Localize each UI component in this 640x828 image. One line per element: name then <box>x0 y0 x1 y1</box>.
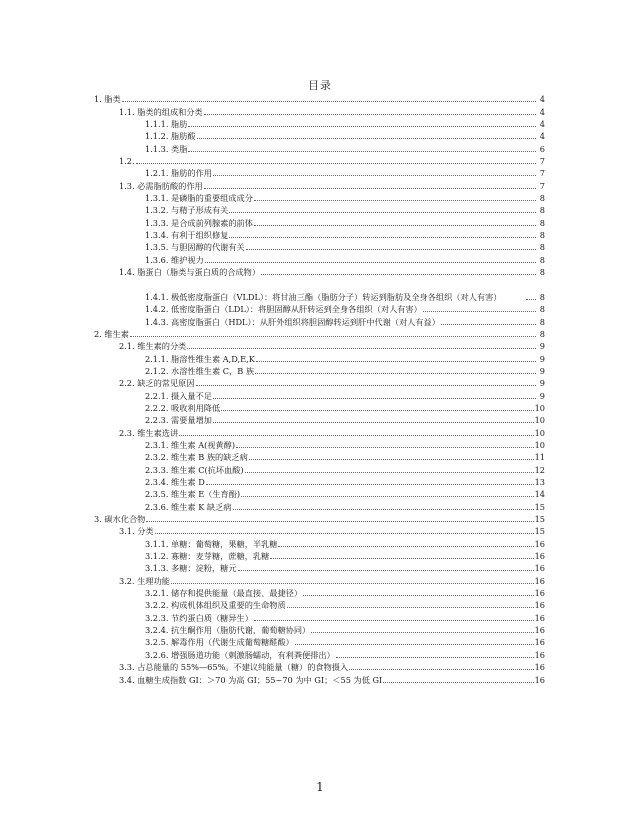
toc-entry-page: 16 <box>534 588 545 599</box>
toc-entry-text: 2.2. 缺乏的常见原因 <box>119 378 195 389</box>
toc-entry-page: 9 <box>539 365 545 376</box>
toc-entry-text: 3.4. 血糖生成指数 GI：＞70 为高 GI；55~70 为中 GI；＜55 为低 GI <box>119 674 383 685</box>
toc-entry-page: 8 <box>539 254 545 265</box>
leader-dots <box>204 113 536 115</box>
toc-entry-page: 8 <box>539 328 545 339</box>
toc-entry-page: 10 <box>534 402 545 413</box>
toc-entry-page: 16 <box>534 575 545 586</box>
leader-dots <box>236 446 534 448</box>
leader-dots <box>171 582 534 584</box>
leader-dots <box>229 211 536 213</box>
toc-entry-text: 1.4. 脂蛋白（脂类与蛋白质的合成物） <box>119 267 261 278</box>
toc-entry-text: 3.2. 生理功能 <box>119 575 170 586</box>
toc-entry-text: 3.2.3. 节约蛋白质（糖异生） <box>145 612 253 623</box>
toc-entry-page: 16 <box>534 551 545 562</box>
toc-entry-page: 15 <box>534 501 545 512</box>
toc-entry[interactable] <box>0 92 640 104</box>
toc-entry[interactable] <box>0 178 640 190</box>
toc-entry-page: 6 <box>539 143 545 154</box>
toc-entry-text: 1.4.3. 高密度脂蛋白（HDL）：从肝外组织将胆固醇转运到肝中代谢（对人有益） <box>145 316 440 327</box>
toc-entry-text: 3.2.1. 储存和提供能量（最直接、最捷径） <box>145 588 303 599</box>
toc-entry[interactable] <box>0 598 640 610</box>
toc-entry-text: 1.1.3. 类脂 <box>145 143 188 154</box>
toc-entry-page: 16 <box>534 600 545 611</box>
toc-entry-text: 2.2.2. 吸收利用降低 <box>145 402 221 413</box>
leader-dots <box>122 100 536 102</box>
toc-entry[interactable] <box>0 104 640 116</box>
leader-dots <box>270 557 533 559</box>
leader-dots <box>261 273 536 275</box>
leader-dots <box>245 471 534 473</box>
leader-dots <box>336 656 534 658</box>
toc-entry-text: 3.1.2. 寡糖：麦芽糖，蔗糖，乳糖 <box>145 551 270 562</box>
toc-entry-page: 16 <box>534 649 545 660</box>
toc-entry-page: 8 <box>539 242 545 253</box>
toc-entry-page: 8 <box>539 267 545 278</box>
toc-entry-page: 16 <box>534 674 545 685</box>
toc-entry-page: 8 <box>539 217 545 228</box>
toc-entry-page: 8 <box>539 316 545 327</box>
toc-entry-page: 7 <box>539 168 545 179</box>
toc-entry-page: 12 <box>534 464 545 475</box>
toc-entry-page: 14 <box>534 489 545 500</box>
toc-entry-text: 2.2.1. 摄入量不足 <box>145 390 212 401</box>
toc-entry-text: 3.1.1. 单糖：葡萄糖，果糖，半乳糖 <box>145 538 278 549</box>
leader-dots <box>349 668 533 670</box>
toc-entry[interactable] <box>0 240 640 252</box>
toc-entry-page: 9 <box>539 341 545 352</box>
leader-dots <box>136 162 536 164</box>
leader-dots <box>278 545 533 547</box>
leader-dots <box>287 606 534 608</box>
leader-dots <box>441 323 536 325</box>
toc-entry-page: 8 <box>539 291 545 302</box>
leader-dots <box>256 360 536 362</box>
leader-dots <box>423 310 536 312</box>
leader-dots <box>229 236 536 238</box>
toc-entry-text: 1. 脂类 <box>94 94 121 105</box>
toc-entry-text: 2.1.2. 水溶性维生素 C，B 族 <box>145 365 255 376</box>
toc-entry-page: 8 <box>539 230 545 241</box>
toc-entry-page: 16 <box>534 612 545 623</box>
leader-dots <box>233 508 534 510</box>
toc-entry-text: 1.1.1. 脂肪 <box>145 119 188 130</box>
toc-entry-page: 9 <box>539 378 545 389</box>
toc-entry-page: 9 <box>539 353 545 364</box>
toc-entry-text: 1.1.2. 脂肪酸 <box>145 131 196 142</box>
toc-entry-text: 3.2.2. 构成机体组织及重要的生命物质 <box>145 600 286 611</box>
toc-entry-page: 16 <box>534 662 545 673</box>
toc-entry-text: 1.3.4. 有利于组织修复 <box>145 230 229 241</box>
table-of-contents <box>0 92 640 685</box>
leader-dots <box>188 150 536 152</box>
toc-entry[interactable] <box>0 623 640 635</box>
toc-entry[interactable] <box>0 215 640 227</box>
toc-entry[interactable] <box>0 376 640 388</box>
toc-entry[interactable] <box>0 203 640 215</box>
leader-dots <box>179 434 533 436</box>
leader-dots <box>213 421 534 423</box>
toc-entry-text: 1.3. 必需脂肪酸的作用 <box>119 180 203 191</box>
toc-entry[interactable] <box>0 351 640 363</box>
toc-entry[interactable] <box>0 672 640 684</box>
leader-dots <box>187 347 536 349</box>
toc-entry-text: 1.3.5. 与胆固醇的代谢有关 <box>145 242 245 253</box>
toc-entry[interactable] <box>0 277 640 302</box>
leader-dots <box>241 495 533 497</box>
toc-entry[interactable] <box>0 265 640 277</box>
toc-entry-text: 1.1. 脂类的组成和分类 <box>119 106 203 117</box>
toc-entry-page: 8 <box>539 193 545 204</box>
leader-dots <box>238 569 534 571</box>
toc-entry[interactable] <box>0 475 640 487</box>
leader-dots <box>255 372 536 374</box>
leader-dots <box>383 681 533 683</box>
page-number: 1 <box>316 780 324 794</box>
toc-entry-text: 3. 碳水化合物 <box>94 514 146 525</box>
toc-entry-text: 2.3.3. 维生素 C(抗坏血酸) <box>145 464 244 475</box>
toc-entry[interactable] <box>0 499 640 511</box>
toc-entry-text: 2.3.1. 维生素 A(视黄醇) <box>145 439 236 450</box>
toc-entry[interactable] <box>0 635 640 647</box>
toc-entry[interactable] <box>0 610 640 622</box>
toc-entry[interactable] <box>0 191 640 203</box>
toc-entry-text: 2.3. 维生素选讲 <box>119 427 179 438</box>
toc-entry-text: 1.4.2. 低密度脂蛋白（LDL）：将胆固醇从肝转运到全身各组织（对人有害） <box>145 304 422 315</box>
toc-entry-page: 10 <box>534 439 545 450</box>
leader-dots <box>146 520 533 522</box>
toc-entry-page: 13 <box>534 477 545 487</box>
toc-entry[interactable] <box>0 536 640 548</box>
toc-entry[interactable] <box>0 660 640 672</box>
toc-entry-page: 16 <box>534 563 545 574</box>
leader-dots <box>295 643 534 645</box>
toc-entry[interactable] <box>0 401 640 413</box>
toc-entry-page: 10 <box>534 427 545 438</box>
toc-entry[interactable] <box>0 450 640 462</box>
toc-entry[interactable] <box>0 573 640 585</box>
leader-dots <box>303 594 534 596</box>
leader-dots <box>221 409 533 411</box>
toc-entry-text: 2.3.5. 维生素 E（生育酚) <box>145 489 241 500</box>
toc-entry-page: 4 <box>539 106 545 117</box>
leader-dots <box>526 298 536 300</box>
toc-entry-page: 16 <box>534 637 545 648</box>
toc-entry-page: 4 <box>539 131 545 142</box>
toc-entry[interactable] <box>0 487 640 499</box>
toc-entry-page: 4 <box>539 94 545 105</box>
toc-entry[interactable] <box>0 302 640 314</box>
toc-entry-text: 3.1.3. 多糖：淀粉，糖元 <box>145 563 237 574</box>
toc-entry-text: 2.3.6. 维生素 K 缺乏病 <box>145 501 232 512</box>
toc-entry[interactable] <box>0 647 640 659</box>
toc-entry-page: 15 <box>534 514 545 525</box>
toc-entry-text: 3.2.5. 解毒作用（代谢生成葡萄糖醛酸） <box>145 637 294 648</box>
leader-dots <box>197 137 536 139</box>
toc-entry[interactable] <box>0 327 640 339</box>
leader-dots <box>130 335 536 337</box>
toc-entry[interactable] <box>0 166 640 178</box>
leader-dots <box>155 532 534 534</box>
toc-entry[interactable] <box>0 586 640 598</box>
leader-dots <box>204 187 536 189</box>
leader-dots <box>254 619 534 621</box>
toc-entry[interactable] <box>0 129 640 141</box>
toc-entry-text: 1.3.6. 维护视力 <box>145 254 204 265</box>
leader-dots <box>246 248 536 250</box>
toc-entry-text: 3.2.4. 抗生酮作用（脂肪代谢，葡萄糖协同） <box>145 625 311 636</box>
toc-entry-text: 2.1. 维生素的分类 <box>119 341 187 352</box>
toc-entry-text: 1.3.2. 与精子形成有关 <box>145 205 229 216</box>
leader-dots <box>254 224 536 226</box>
toc-entry-text: 2.2.3. 需要量增加 <box>145 415 212 426</box>
toc-entry-page: 4 <box>539 119 545 130</box>
toc-entry-page: 7 <box>539 180 545 191</box>
toc-entry[interactable] <box>0 228 640 240</box>
toc-entry[interactable] <box>0 117 640 129</box>
toc-entry-text: 1.3.1. 是磷脂的重要组成成分 <box>145 193 253 204</box>
toc-entry-text: 1.4.1. 极低密度脂蛋白（VLDL）：将甘油三酯（脂肪分子）转运到脂肪及全身各组织（对人有害） <box>145 291 502 302</box>
leader-dots <box>188 125 536 127</box>
toc-entry-text: 3.3. 占总能量的 55%—65%。不建议纯能量（糖）的食物摄入 <box>119 662 349 673</box>
toc-entry-text: 3.2.6. 增强肠道功能（刺激肠蠕动，有利粪便排出） <box>145 649 335 660</box>
leader-dots <box>249 458 534 460</box>
leader-dots <box>205 261 536 263</box>
toc-entry[interactable] <box>0 438 640 450</box>
toc-entry-text: 1.2.1. 脂肪的作用 <box>145 168 212 179</box>
toc-entry-page: 16 <box>534 625 545 636</box>
leader-dots <box>196 384 536 386</box>
leader-dots <box>311 631 533 633</box>
toc-entry[interactable] <box>0 462 640 474</box>
leader-dots <box>213 174 536 176</box>
leader-dots <box>213 397 536 399</box>
toc-entry[interactable] <box>0 141 640 153</box>
toc-title: 目录 <box>308 79 332 92</box>
toc-entry[interactable] <box>0 413 640 425</box>
toc-entry-page: 9 <box>539 390 545 401</box>
toc-entry-text: 1.2. <box>119 156 135 167</box>
leader-dots <box>254 199 536 201</box>
toc-entry-page: 11 <box>534 452 545 463</box>
toc-entry[interactable] <box>0 425 640 437</box>
toc-entry-page: 8 <box>539 205 545 216</box>
toc-entry-text: 2.1.1. 脂溶性维生素 A,D,E,K <box>145 353 255 364</box>
toc-entry-text: 2.3.2. 维生素 B 族的缺乏病 <box>145 452 248 463</box>
toc-entry[interactable] <box>0 512 640 524</box>
toc-entry[interactable] <box>0 154 640 166</box>
leader-dots <box>206 483 534 485</box>
toc-entry-text: 2. 维生素 <box>94 328 129 339</box>
toc-entry[interactable] <box>0 561 640 573</box>
toc-entry[interactable] <box>0 388 640 400</box>
toc-entry-text: 1.3.3. 是合成前列腺素的前体 <box>145 217 253 228</box>
toc-entry[interactable] <box>0 339 640 351</box>
toc-entry[interactable] <box>0 252 640 264</box>
toc-entry-text: 3.1. 分类 <box>119 526 154 537</box>
toc-entry-page: 15 <box>534 526 545 537</box>
toc-entry-text: 2.3.4. 维生素 D <box>145 477 205 487</box>
toc-entry-page: 8 <box>539 304 545 315</box>
toc-entry-page: 16 <box>534 538 545 549</box>
toc-entry[interactable] <box>0 524 640 536</box>
toc-entry-page: 10 <box>534 415 545 426</box>
toc-entry-page: 7 <box>539 156 545 167</box>
toc-entry[interactable] <box>0 549 640 561</box>
toc-entry[interactable] <box>0 364 640 376</box>
toc-entry[interactable] <box>0 314 640 326</box>
